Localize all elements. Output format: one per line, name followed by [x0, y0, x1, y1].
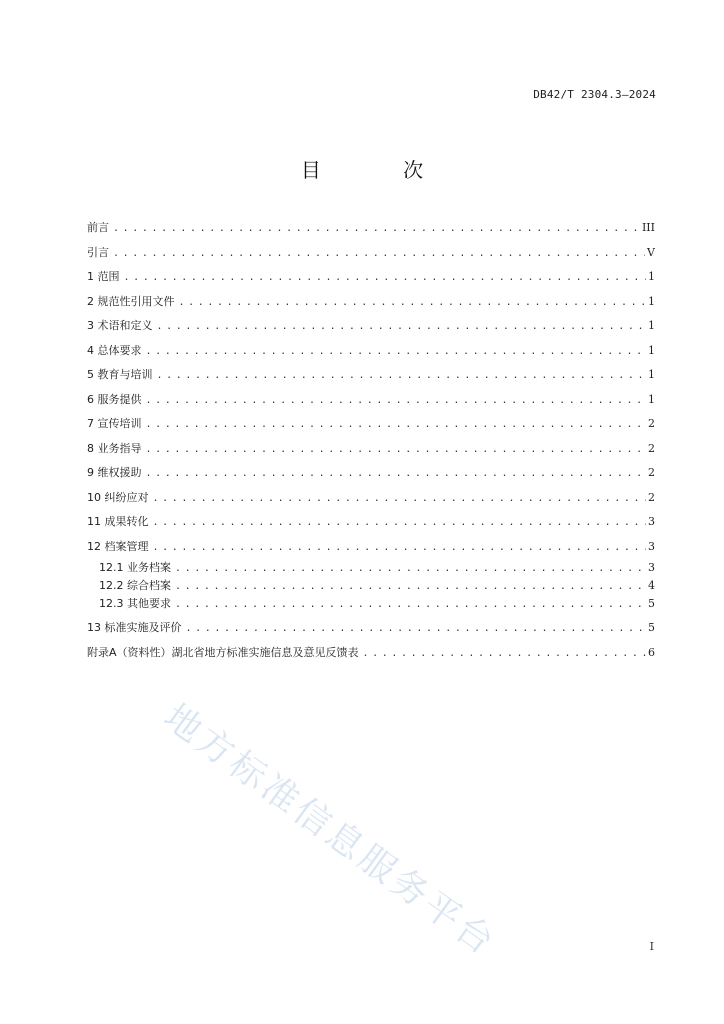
toc-entry-page: 1 [648, 368, 655, 381]
toc-leader-dots [146, 413, 647, 438]
toc-leader-dots [146, 462, 647, 487]
toc-entry-page: 3 [648, 539, 655, 553]
page-title: 目 次 [300, 158, 462, 182]
toc-entry-label: 9 维权援助 [87, 466, 142, 479]
toc-entry[interactable] [87, 461, 655, 486]
toc-entry[interactable] [87, 486, 655, 511]
toc-entry-page: 2 [648, 490, 655, 504]
toc-leader-dots [186, 617, 647, 642]
document-code: DB42/T 2304.3—2024 [533, 88, 656, 101]
toc-entry[interactable] [87, 314, 655, 339]
toc-entry[interactable] [87, 616, 655, 641]
toc-entry-label: 1 范围 [87, 270, 120, 283]
toc-leader-dots [175, 560, 646, 578]
toc-entry-page: 4 [648, 579, 655, 592]
toc-entry-label: 12 档案管理 [87, 539, 149, 553]
toc-entry-label: 11 成果转化 [87, 515, 149, 528]
toc-entry[interactable] [87, 290, 655, 315]
toc-entry-label: 前言 [87, 221, 109, 234]
toc-entry-page: 2 [648, 441, 655, 455]
toc-entry-page: 2 [648, 417, 655, 430]
toc-leader-dots [179, 291, 647, 316]
toc-leader-dots [124, 266, 647, 291]
toc-entry-label: 12.2 综合档案 [99, 579, 171, 592]
toc-entry-label: 4 总体要求 [87, 343, 142, 357]
toc-entry-page: 2 [648, 466, 655, 479]
toc-entry[interactable] [87, 216, 655, 241]
watermark: 地方标准信息服务平台 [156, 696, 504, 965]
toc-leader-dots [113, 217, 640, 242]
toc-entry[interactable] [87, 412, 655, 437]
toc-entry-page: V [647, 245, 655, 259]
toc-entry[interactable] [87, 339, 655, 364]
toc-entry[interactable] [87, 241, 655, 266]
toc-entry[interactable] [87, 363, 655, 388]
toc-entry-label: 8 业务指导 [87, 441, 142, 455]
toc-subentry[interactable] [87, 559, 655, 577]
toc-entry-label: 12.1 业务档案 [99, 561, 171, 574]
toc-entry-page: 1 [648, 343, 655, 357]
toc-entry-label: 6 服务提供 [87, 392, 142, 406]
toc-entry-page: 3 [648, 561, 655, 574]
toc-entry-page: 5 [648, 621, 655, 634]
table-of-contents [87, 216, 655, 665]
toc-entry-page: 5 [648, 597, 655, 610]
toc-entry-label: 7 宣传培训 [87, 417, 142, 430]
toc-entry[interactable] [87, 641, 655, 666]
toc-entry[interactable] [87, 437, 655, 462]
toc-entry[interactable] [87, 265, 655, 290]
toc-entry[interactable] [87, 535, 655, 560]
toc-entry-label: 2 规范性引用文件 [87, 294, 175, 308]
toc-entry-label: 13 标准实施及评价 [87, 621, 182, 634]
toc-leader-dots [175, 578, 646, 596]
toc-leader-dots [175, 596, 646, 614]
toc-entry-page: 3 [648, 515, 655, 528]
toc-entry[interactable] [87, 388, 655, 413]
toc-leader-dots [153, 536, 647, 561]
toc-leader-dots [146, 340, 647, 365]
toc-entry-label: 5 教育与培训 [87, 368, 153, 381]
toc-leader-dots [157, 315, 647, 340]
toc-entry-page: III [641, 221, 655, 234]
toc-entry-page: 1 [648, 294, 655, 308]
toc-entry-page: 1 [648, 319, 655, 332]
toc-leader-dots [153, 511, 647, 536]
toc-leader-dots [146, 438, 647, 463]
toc-leader-dots [146, 389, 647, 414]
toc-entry-label: 附录A（资料性）湖北省地方标准实施信息及意见反馈表 [87, 645, 359, 659]
page-number: I [649, 940, 654, 953]
toc-entry-label: 10 纠纷应对 [87, 490, 149, 504]
toc-entry-label: 引言 [87, 245, 109, 259]
toc-entry-page: 1 [648, 270, 655, 283]
toc-leader-dots [157, 364, 647, 389]
toc-leader-dots [363, 642, 646, 667]
toc-entry-label: 3 术语和定义 [87, 319, 153, 332]
toc-leader-dots [113, 242, 645, 267]
toc-subentry[interactable] [87, 595, 655, 616]
toc-entry[interactable] [87, 510, 655, 535]
toc-entry-label: 12.3 其他要求 [99, 597, 171, 610]
toc-entry-page: 6 [648, 645, 655, 659]
toc-leader-dots [153, 487, 647, 512]
toc-subentry[interactable] [87, 577, 655, 595]
toc-entry-page: 1 [648, 392, 655, 406]
